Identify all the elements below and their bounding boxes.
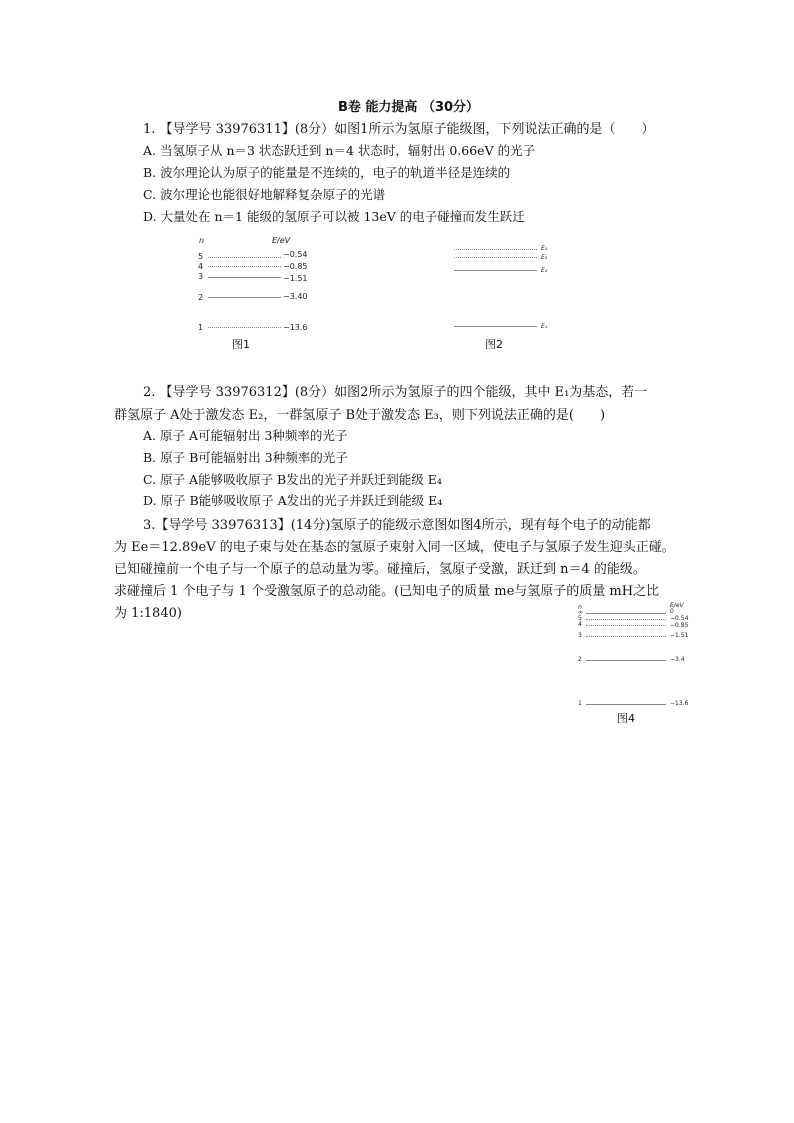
q1-option-d: D. 大量处在 n＝1 能级的氢原子可以被 13eV 的电子碰撞而发生跃迁	[143, 209, 525, 224]
fig2-level-line	[454, 257, 537, 258]
q3-line-4: 求碰撞后 1 个电子与 1 个受激氢原子的总动能。(已知电子的质量 me与氢原子的质量 mH之比	[114, 584, 660, 599]
fig1-level-e: −0.54	[283, 250, 308, 259]
fig1-level-e: −0.85	[283, 262, 308, 271]
q3-line-1: 3.【导学号 33976313】(14分)氢原子的能级示意图如图4所示，现有每个电子的动能都	[143, 518, 651, 533]
q2-option-d: D. 原子 B能够吸收原子 A发出的光子并跃迁到能级 E₄	[143, 493, 443, 508]
q1-option-a: A. 当氢原子从 n＝3 状态跃迁到 n＝4 状态时，辐射出 0.66eV 的光子	[143, 143, 536, 158]
fig4-level-n: ∞	[578, 609, 583, 616]
fig1-level-line	[208, 297, 281, 298]
fig4-level-e: 0	[670, 608, 674, 615]
fig4-level-line	[586, 704, 666, 705]
fig2-level-label: E₄	[541, 245, 548, 252]
q2-option-a: A. 原子 A可能辐射出 3种频率的光子	[143, 428, 348, 443]
fig1-level-e: −3.40	[283, 292, 308, 301]
fig2-level-label: E₁	[541, 323, 548, 330]
fig4-level-n: 3	[578, 632, 582, 639]
fig4-level-line	[586, 613, 666, 614]
fig1-n-header: n	[199, 236, 205, 245]
fig4-level-e: −0.85	[670, 622, 689, 629]
fig1-level-n: 3	[198, 272, 204, 281]
fig1-level-n: 4	[198, 262, 204, 271]
q2-stem-line-2: 群氢原子 A处于激发态 E₂，一群氢原子 B处于激发态 E₃，则下列说法正确的是( )	[114, 408, 606, 423]
fig2-caption: 图2	[485, 338, 503, 351]
fig1-caption: 图1	[232, 338, 250, 351]
fig4-level-e: −13.6	[670, 700, 689, 707]
fig2-level-line	[454, 326, 537, 327]
fig4-level-e: −1.51	[670, 632, 689, 639]
fig4-e-header: E/eV	[670, 602, 684, 609]
fig2-level-label: E₃	[541, 254, 548, 261]
q1-stem: 1. 【导学号 33976311】(8分）如图1所示为氢原子能级图，下列说法正确的是（ ）	[143, 122, 655, 137]
q2-option-c: C. 原子 A能够吸收原子 B发出的光子并跃迁到能级 E₄	[143, 472, 442, 487]
fig1-level-n: 2	[198, 293, 204, 302]
fig4-level-n: 5	[578, 615, 582, 622]
fig4-level-n: 1	[578, 700, 582, 707]
fig4-level-e: −3.4	[670, 656, 685, 663]
fig1-level-line	[208, 257, 281, 258]
q3-line-5: 为 1:1840)	[114, 606, 182, 621]
fig2-level-line	[454, 270, 537, 271]
fig4-level-line	[586, 660, 666, 661]
fig1-level-line	[208, 277, 281, 278]
q3-line-2: 为 Ee＝12.89eV 的电子束与处在基态的氢原子束射入同一区域，使电子与氢原子发生迎头正碰。	[114, 540, 675, 555]
fig4-caption: 图4	[617, 712, 635, 725]
fig1-level-n: 5	[198, 252, 204, 261]
q2-option-b: B. 原子 B可能辐射出 3种频率的光子	[143, 450, 348, 465]
fig1-level-e: −13.6	[283, 323, 308, 332]
q2-stem-line-1: 2. 【导学号 33976312】(8分）如图2所示为氢原子的四个能级，其中 E₁为基态，若一	[143, 385, 648, 400]
fig1-level-n: 1	[198, 323, 204, 332]
fig4-level-line	[586, 636, 666, 637]
fig1-level-line	[208, 266, 281, 267]
q3-line-3: 已知碰撞前一个电子与一个原子的总动量为零。碰撞后，氢原子受激，跃迁到 n＝4 的能级。	[114, 562, 646, 577]
fig2-level-line	[454, 249, 537, 250]
fig4-level-line	[586, 619, 666, 620]
fig1-level-e: −1.51	[283, 274, 308, 283]
fig4-level-e: −0.54	[670, 615, 689, 622]
q1-option-c: C. 波尔理论也能很好地解释复杂原子的光谱	[143, 187, 386, 202]
section-title: B卷 能力提高 （30分）	[338, 100, 480, 115]
fig4-level-n: 4	[578, 621, 582, 628]
fig2-level-label: E₂	[541, 267, 548, 274]
q1-option-b: B. 波尔理论认为原子的能量是不连续的，电子的轨道半径是连续的	[143, 165, 511, 180]
fig1-level-line	[208, 327, 281, 328]
fig4-n-header: n	[578, 604, 582, 611]
fig1-e-header: E/eV	[272, 236, 291, 245]
fig4-level-n: 2	[578, 656, 582, 663]
fig4-level-line	[586, 625, 666, 626]
